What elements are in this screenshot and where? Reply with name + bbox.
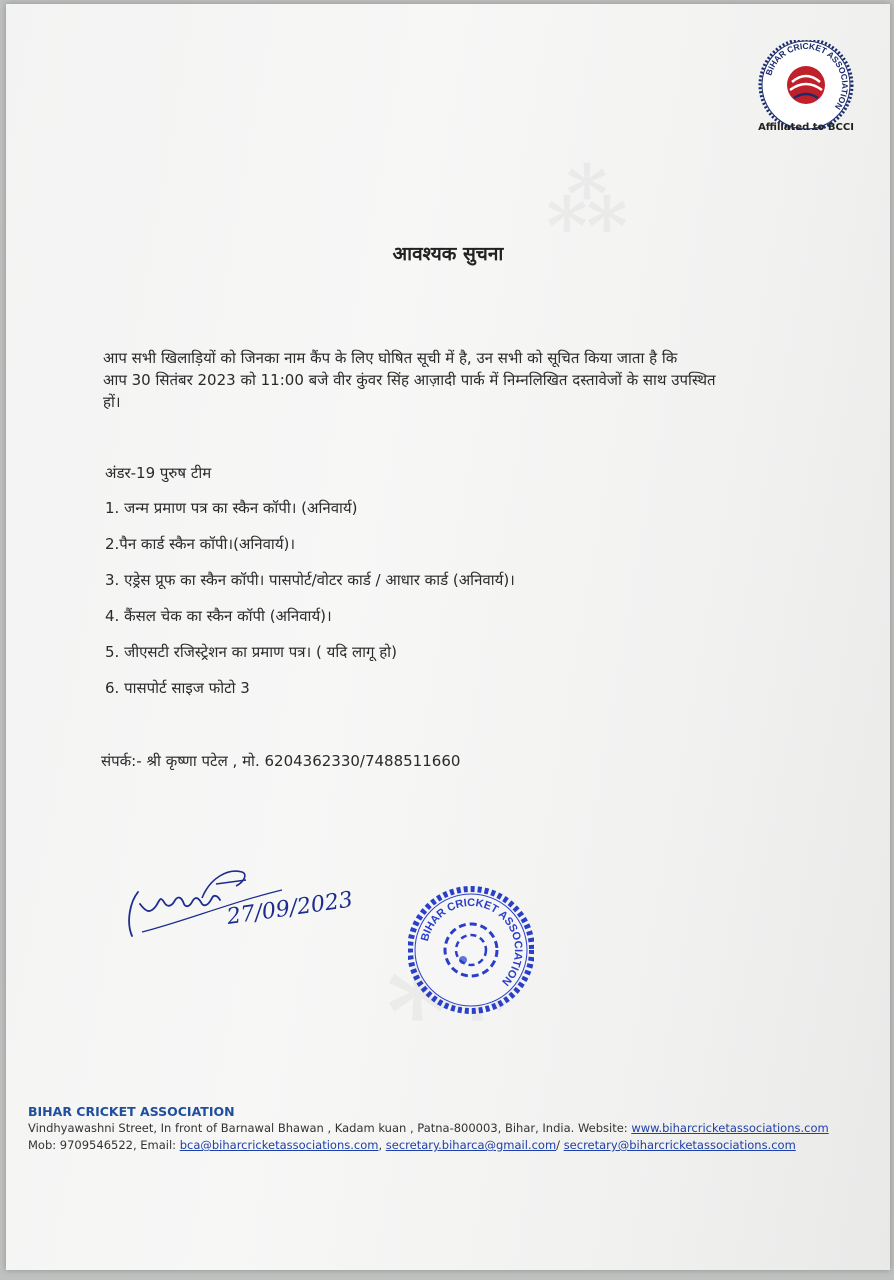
svg-text:BIHAR CRICKET ASSOCIATION: BIHAR CRICKET ASSOCIATION: [763, 40, 851, 112]
document-item: 3. एड्रेस प्रूफ का स्कैन कॉपी। पासपोर्ट/वोटर कार्ड / आधार कार्ड (अनिवार्य)।: [105, 571, 515, 589]
signature-date: 27/09/2023: [225, 887, 355, 930]
separator: ,: [378, 1138, 386, 1152]
intro-line: हों।: [103, 393, 121, 411]
mobile-text: Mob: 9709546522, Email:: [28, 1138, 180, 1152]
association-stamp: [408, 884, 534, 1016]
intro-line: आप 30 सितंबर 2023 को 11:00 बजे वीर कुंवर सिंह आज़ादी पार्क में निम्नलिखित दस्तावेजों के साथ उपस्थित: [103, 371, 716, 389]
document-item: 5. जीएसटी रजिस्ट्रेशन का प्रमाण पत्र। ( यदि लागू हो): [105, 643, 397, 661]
footer-contact: [28, 1138, 796, 1152]
document-item: 6. पासपोर्ट साइज फोटो 3: [105, 679, 250, 697]
document-page: [6, 4, 890, 1270]
team-heading: अंडर-19 पुरुष टीम: [105, 464, 212, 482]
separator: /: [556, 1138, 564, 1152]
document-item: 1. जन्म प्रमाण पत्र का स्कैन कॉपी। (अनिवार्य): [105, 499, 358, 517]
email-link[interactable]: secretary.biharca@gmail.com: [385, 1138, 557, 1152]
address-text: Vindhyawashni Street, In front of Barnawal Bhawan , Kadam kuan , Patna-800003, Bihar, India. Website:: [28, 1121, 632, 1135]
notice-title: आवश्यक सुचना: [392, 243, 504, 265]
footer-org-name: BIHAR CRICKET ASSOCIATION: [28, 1104, 235, 1119]
watermark: [546, 154, 628, 248]
website-link[interactable]: www.biharcricketassociations.com: [631, 1121, 829, 1135]
email-link[interactable]: bca@biharcricketassociations.com: [179, 1138, 379, 1152]
document-item: 4. कैंसल चेक का स्कैन कॉपी (अनिवार्य)।: [105, 607, 332, 625]
email-link[interactable]: secretary@biharcricketassociations.com: [563, 1138, 796, 1152]
contact-line: संपर्क:- श्री कृष्णा पटेल , मो. 6204362330/7488511660: [101, 752, 461, 770]
svg-text:BIHAR CRICKET ASSOCIATION: BIHAR CRICKET ASSOCIATION: [418, 896, 525, 988]
notice-intro: [103, 347, 803, 413]
affiliation-label: Affiliated to BCCI: [758, 122, 854, 133]
handwritten-signature: [116, 856, 366, 956]
intro-line: आप सभी खिलाड़ियों को जिनका नाम कैंप के लिए घोषित सूची में है, उन सभी को सूचित किया जाता है कि: [103, 349, 678, 367]
document-item: 2.पैन कार्ड स्कैन कॉपी।(अनिवार्य)।: [105, 535, 296, 553]
bca-logo: [756, 40, 856, 130]
footer-address: [28, 1121, 829, 1135]
